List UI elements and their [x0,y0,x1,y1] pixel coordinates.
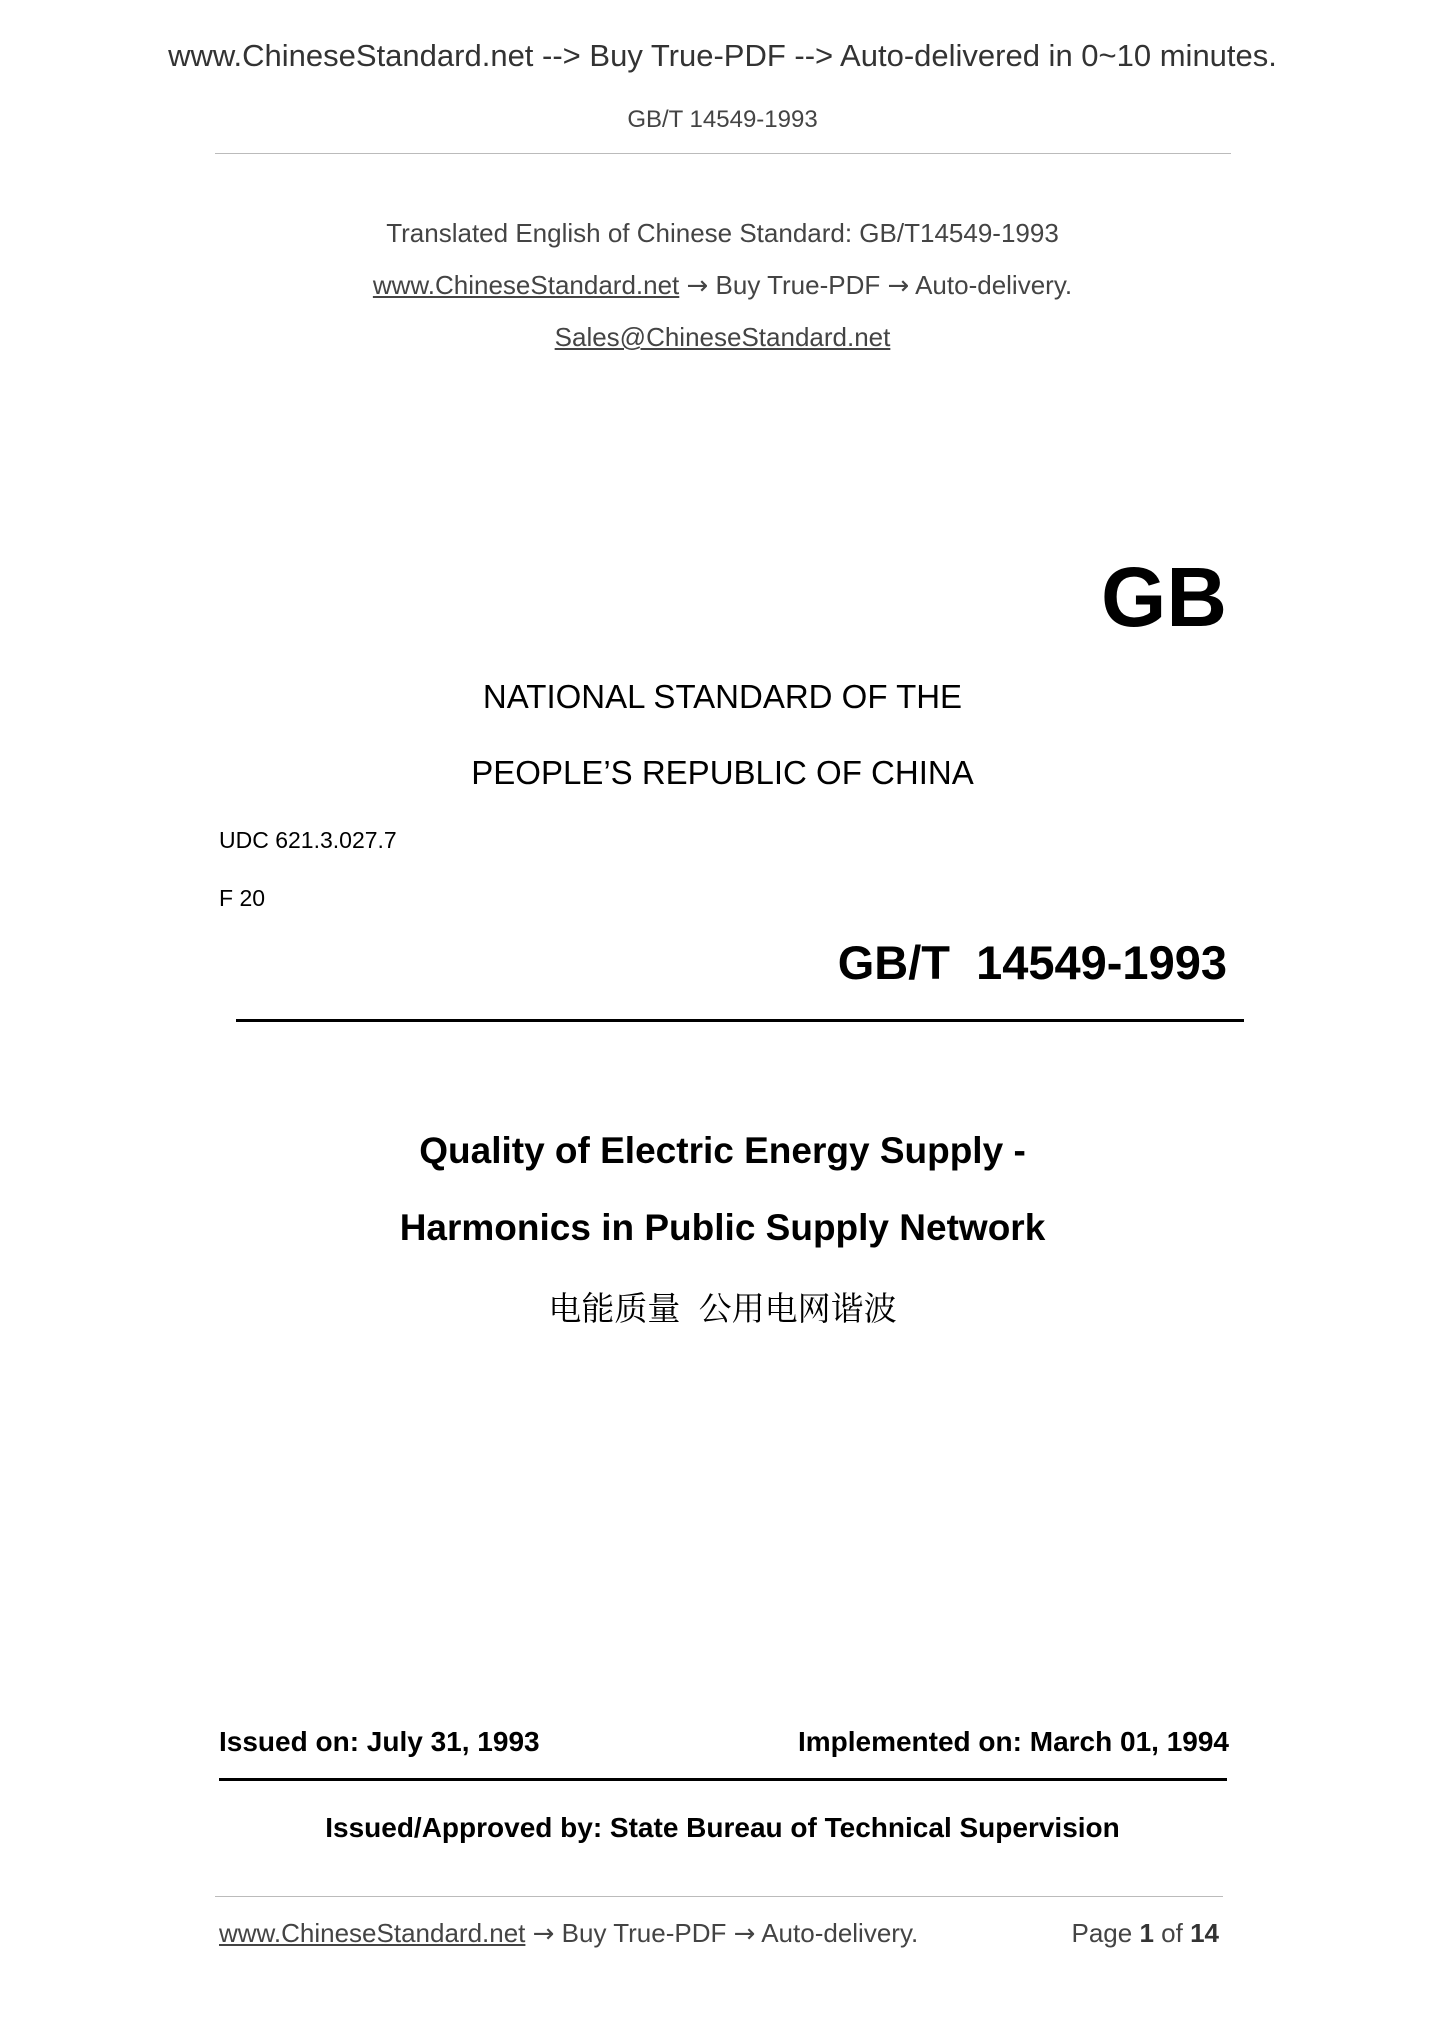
header-divider [215,153,1231,154]
national-standard-line1: NATIONAL STANDARD OF THE [482,678,963,715]
top-banner [0,38,1445,74]
page-label: Page [1071,1918,1133,1948]
arrow-right-icon: → [887,271,910,301]
banner-site[interactable]: www.ChineseStandard.net [168,38,534,73]
classification-code: F 20 [219,885,266,911]
translation-links [0,270,1445,301]
footer-links [219,1918,918,1949]
doc-code-header: GB/T 14549-1993 [627,106,818,133]
auto-delivery-text: Auto-delivery. [915,270,1073,300]
issued-rule [219,1778,1227,1781]
translation-line: Translated English of Chinese Standard: GB/T14549-1993 [386,218,1059,248]
arrow-right-icon: → [686,271,709,301]
issuing-authority: Issued/Approved by: State Bureau of Technical Supervision [325,1812,1120,1843]
arrow-right-icon: → [733,1919,756,1949]
standard-number: GB/T 14549-1993 [837,936,1227,989]
page-of: of [1161,1918,1183,1948]
page-indicator [1071,1918,1219,1949]
footer-divider [215,1896,1223,1897]
arrow-right-icon: → [532,1919,555,1949]
standard-number-rule [236,1019,1244,1022]
site-link[interactable]: www.ChineseStandard.net [372,270,680,300]
email-line [0,322,1445,353]
udc-code: UDC 621.3.027.7 [219,827,397,853]
implemented-date: Implemented on: March 01, 1994 [797,1726,1229,1757]
issued-date: Issued on: July 31, 1993 [219,1726,540,1757]
footer-site-link[interactable]: www.ChineseStandard.net [219,1918,526,1948]
buy-true-pdf-text: Buy True-PDF [715,270,881,300]
page-current: 1 [1139,1918,1154,1948]
title-english-line1: Quality of Electric Energy Supply - [419,1130,1026,1171]
page-total: 14 [1190,1918,1219,1948]
footer-delivery-text: Auto-delivery. [761,1918,919,1948]
sales-email-link[interactable]: Sales@ChineseStandard.net [554,322,891,352]
banner-text: --> Buy True-PDF --> Auto-delivered in 0~10 minutes. [533,38,1277,73]
gb-mark: GB [1101,550,1227,644]
footer-buy-text: Buy True-PDF [561,1918,727,1948]
title-chinese: 电能质量 公用电网谐波 [548,1290,897,1327]
title-english-line2: Harmonics in Public Supply Network [399,1207,1046,1248]
national-standard-line2: PEOPLE’S REPUBLIC OF CHINA [471,754,974,791]
